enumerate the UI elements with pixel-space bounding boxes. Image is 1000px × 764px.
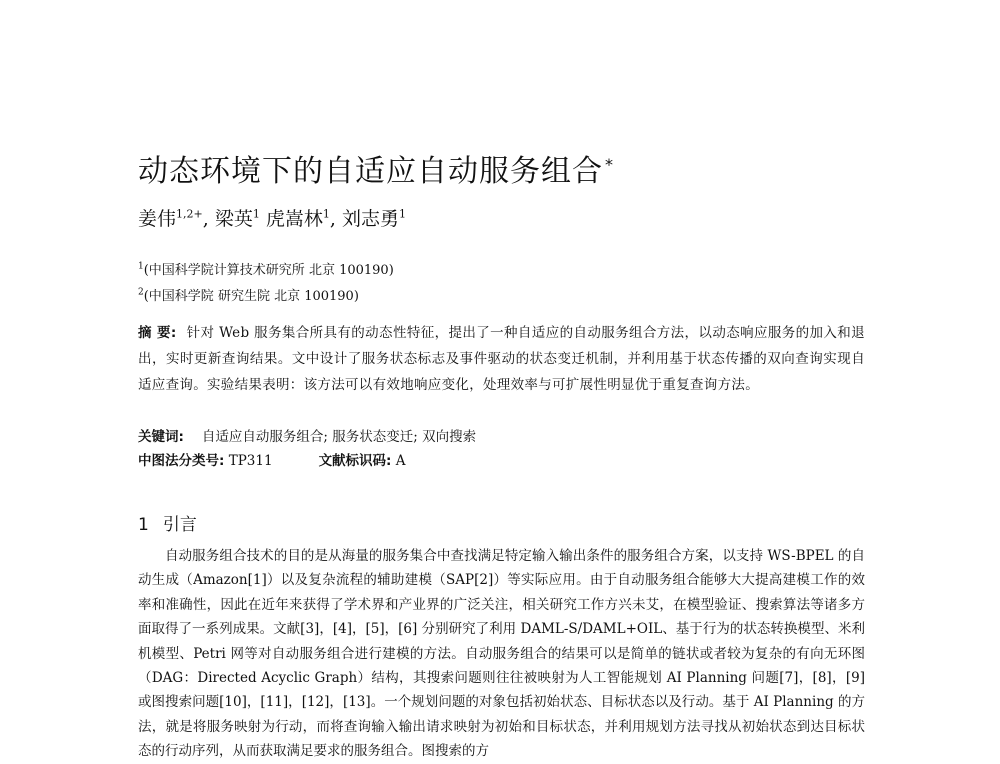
section-title: 引言 [162,515,197,535]
clc-label: 中图法分类号: [138,453,225,469]
title-text: 动态环境下的自适应自动服务组合 [138,154,603,189]
paper-title [138,146,614,190]
author-affil-mark: 1 [252,207,260,221]
clc-value: TP311 [228,453,273,469]
author-name: 梁英 [214,208,253,230]
author-affil-mark: 1 [399,207,407,221]
title-footnote-mark: * [605,155,614,174]
author-affil-mark: 1 [322,207,330,221]
affiliation-text: (中国科学院 研究生院 北京 100190) [143,289,359,304]
author-name: 姜伟 [138,208,177,230]
author-list: 姜伟$^{1,2+}$, 梁英$^1$ 虎嵩林$^1$, 刘志勇$^1$ [138,207,407,230]
classification-line [138,449,406,469]
keywords [138,425,476,445]
author-affil-mark: 1,2+ [176,207,203,221]
abstract-label: 摘 要: [138,325,177,341]
doc-code-value: A [395,453,406,469]
author-name: 虎嵩林 [265,208,323,230]
keywords-label: 关键词: [138,429,184,445]
section-number: 1 [138,515,149,535]
intro-paragraph: 自动服务组合技术的目的是从海量的服务集合中查找满足特定输入输出条件的服务组合方案，以支持 WS-BPEL 的自动生成（Amazon[1]）以及复杂流程的辅助建模（SAP[2]）等实际应用。由于自动服务组合能够大大提高建模工作的效率和准确性，因此在近年来获得了学术界和产业界的广泛关注，相关研究工作方兴未艾，在模型验证、搜索算法等诸多方面取得了一系列成果。文献[3]，[4]，[5]，[6] 分别研究了利用 DAML-S/DAML+OIL、基于行为的状态转换模型、米利机模型、Petri 网等对自动服务组合进行建模的方法。自动服务组合的结果可以是简单的链状或者较为复杂的有向无环图（DAG：Directed Acyclic Graph）结构，其搜索问题则往往被映射为人工智能规划 AI Planning 问题[7]，[8]，[9]或图搜索问题[10]，[11]，[12]，[13]。一个规划问题的对象包括初始状态、目标状态以及行动。基于 AI Planning 的方法，就是将服务映射为行动，而将查询输入输出请求映射为初始和目标状态，并利用规划方法寻找从初始状态到达目标状态的行动序列，从而获取满足要求的服务组合。图搜索的方 [138,548,865,760]
affiliation-1 [138,259,394,278]
keywords-text: 自适应自动服务组合; 服务状态变迁; 双向搜索 [201,429,477,445]
affiliation-2 [138,285,359,304]
doc-code-label: 文献标识码: [318,453,392,469]
abstract-text: 针对 Web 服务集合所具有的动态性特征，提出了一种自适应的自动服务组合方法，以动态响应服务的加入和退出，实时更新查询结果。文中设计了服务状态标志及事件驱动的状态变迁机制，并利用基于状态传播的双向查询实现自适应查询。实验结果表明：该方法可以有效地响应变化，处理效率与可扩展性明显优于重复查询方法。 [138,325,865,393]
affiliation-mark: 1 [138,261,144,272]
abstract [138,320,865,398]
affiliation-mark: 2 [138,287,144,298]
affiliation-text: (中国科学院计算技术研究所 北京 100190) [143,263,394,278]
section-heading [138,510,197,535]
author-name: 刘志勇 [342,208,400,230]
